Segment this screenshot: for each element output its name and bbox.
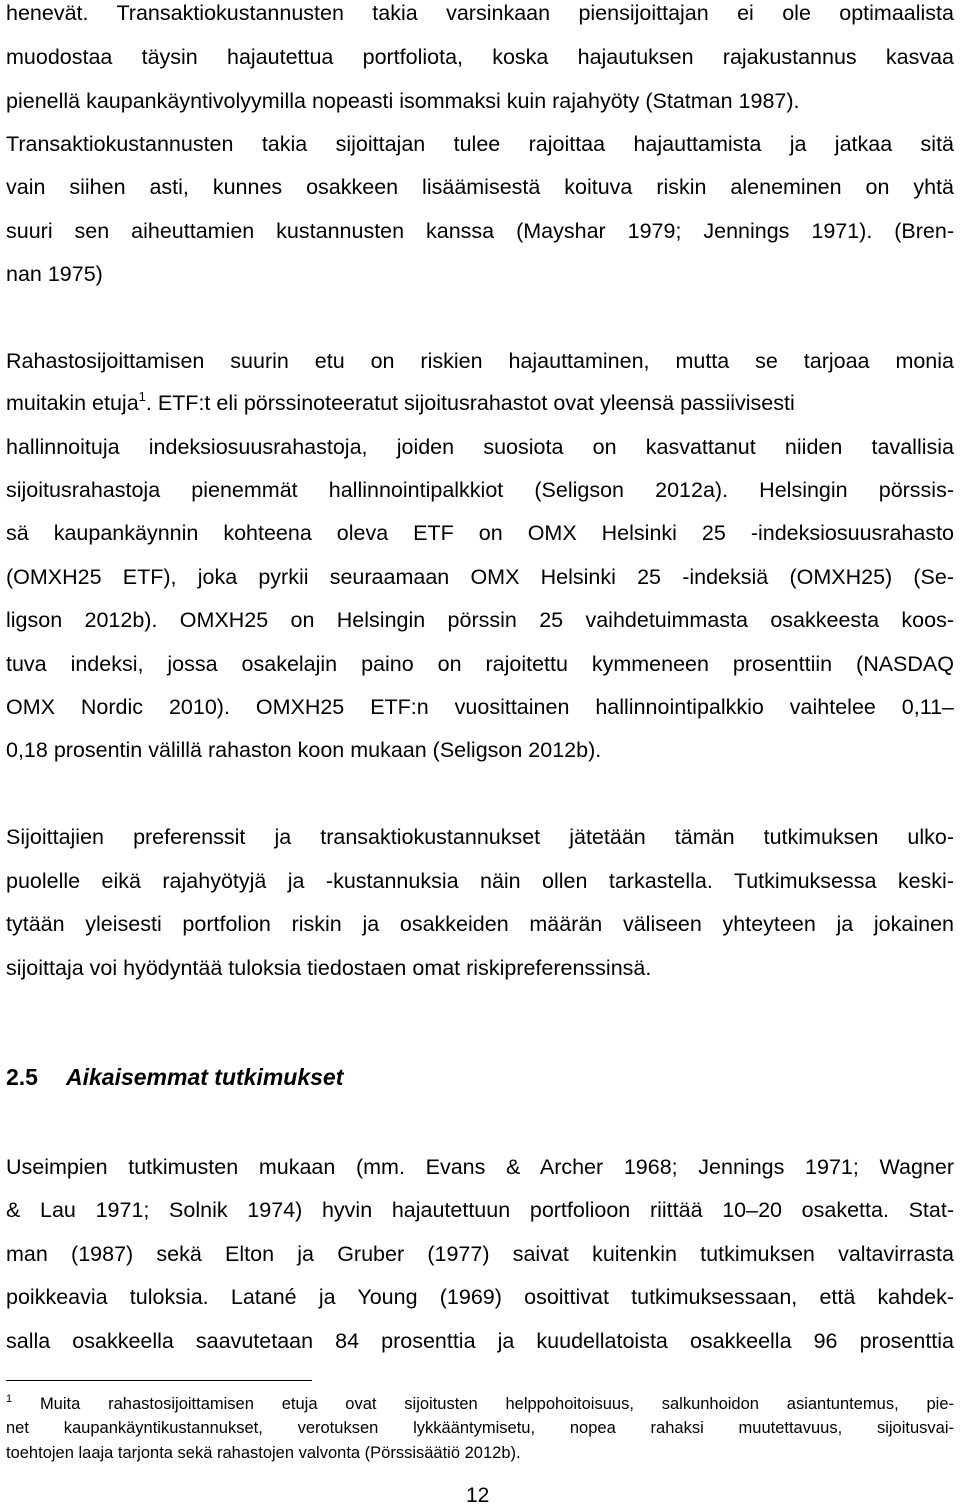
footnote-line: toehtojen laaja tarjonta sekä rahastojen valvonta (Pörssisäätiö 2012b).: [6, 1444, 521, 1462]
body-line: (OMXH25 ETF), joka pyrkii seuraamaan OMX Helsinki 25 -indeksiä (OMXH25) (Se-: [6, 565, 954, 589]
section-number: 2.5: [6, 1064, 38, 1090]
body-text: . ETF:t eli pörssinoteeratut sijoitusrahastot ovat yleensä passiivisesti: [145, 391, 795, 415]
body-line: ligson 2012b). OMXH25 on Helsingin pörssin 25 vaihdetuimmasta osakkeesta koos-: [6, 608, 954, 632]
body-line: Transaktiokustannusten takia sijoittajan tulee rajoittaa hajauttamista ja jatkaa sitä: [6, 132, 954, 156]
section-heading: [6, 1064, 343, 1091]
footnote-marker: 1: [6, 1393, 13, 1405]
body-line: pienellä kaupankäyntivolyymilla nopeasti isommaksi kuin rajahyöty (Statman 1987).: [6, 89, 800, 113]
body-line: & Lau 1971; Solnik 1974) hyvin hajautettuun portfolioon riittää 10–20 osaketta. Stat-: [6, 1198, 954, 1222]
footnote-divider: [6, 1380, 312, 1381]
footnote-line: [6, 1394, 954, 1414]
body-line: tuva indeksi, jossa osakelajin paino on rajoitettu kymmeneen prosenttiin (NASDAQ: [6, 652, 954, 676]
body-line: hallinnoituja indeksiosuusrahastoja, joiden suosiota on kasvattanut niiden tavallisia: [6, 435, 954, 459]
body-line: sijoittaja voi hyödyntää tuloksia tiedostaen omat riskipreferenssinsä.: [6, 956, 652, 980]
body-line: muodostaa täysin hajautettua portfoliota, koska hajautuksen rajakustannus kasvaa: [6, 45, 954, 69]
body-line: tytään yleisesti portfolion riskin ja osakkeiden määrän väliseen yhteyteen ja jokainen: [6, 912, 954, 936]
body-line: sä kaupankäynnin kohteena oleva ETF on OMX Helsinki 25 -indeksiosuusrahasto: [6, 521, 954, 545]
page-number: 12: [466, 1484, 490, 1507]
body-line: vain siihen asti, kunnes osakkeen lisäämisestä koituva riskin aleneminen on yhtä: [6, 175, 954, 199]
body-line: salla osakkeella saavutetaan 84 prosenttia ja kuudellatoista osakkeella 96 prosenttia: [6, 1329, 954, 1353]
body-text: muitakin etuja: [6, 391, 139, 415]
body-line: 0,18 prosentin välillä rahaston koon mukaan (Seligson 2012b).: [6, 738, 602, 762]
body-line: sijoitusrahastoja pienemmät hallinnointipalkkiot (Seligson 2012a). Helsingin pörssis-: [6, 478, 954, 502]
body-line: puolelle eikä rajahyötyjä ja -kustannuksia näin ollen tarkastella. Tutkimuksessa keski-: [6, 869, 954, 893]
body-line: Sijoittajien preferenssit ja transaktiokustannukset jätetään tämän tutkimuksen ulko-: [6, 825, 954, 849]
body-line: suuri sen aiheuttamien kustannusten kanssa (Mayshar 1979; Jennings 1971). (Bren-: [6, 219, 954, 243]
section-title: Aikaisemmat tutkimukset: [66, 1064, 344, 1090]
body-line: OMX Nordic 2010). OMXH25 ETF:n vuosittainen hallinnointipalkkio vaihtelee 0,11–: [6, 695, 954, 719]
body-line: poikkeavia tuloksia. Latané ja Young (1969) osoittivat tutkimuksessaan, että kahdek-: [6, 1285, 954, 1309]
body-line: Useimpien tutkimusten mukaan (mm. Evans & Archer 1968; Jennings 1971; Wagner: [6, 1155, 954, 1179]
body-line: man (1987) sekä Elton ja Gruber (1977) saivat kuitenkin tutkimuksen valtavirrasta: [6, 1242, 954, 1266]
body-line: Rahastosijoittamisen suurin etu on riskien hajauttaminen, mutta se tarjoaa monia: [6, 349, 954, 373]
body-line: henevät. Transaktiokustannusten takia varsinkaan piensijoittajan ei ole optimaalista: [6, 1, 954, 25]
footnote-line: net kaupankäyntikustannukset, verotuksen lykkääntymisetu, nopea rahaksi muutettavuus, sijoitusvai-: [6, 1419, 954, 1437]
body-line: [6, 390, 795, 416]
body-line: nan 1975): [6, 262, 103, 286]
footnote-reference: 1: [138, 389, 146, 404]
footnote-text: Muita rahastosijoittamisen etuja ovat sijoitusten helppohoitoisuus, salkunhoidon asiantuntemus, pie-: [39, 1395, 954, 1413]
